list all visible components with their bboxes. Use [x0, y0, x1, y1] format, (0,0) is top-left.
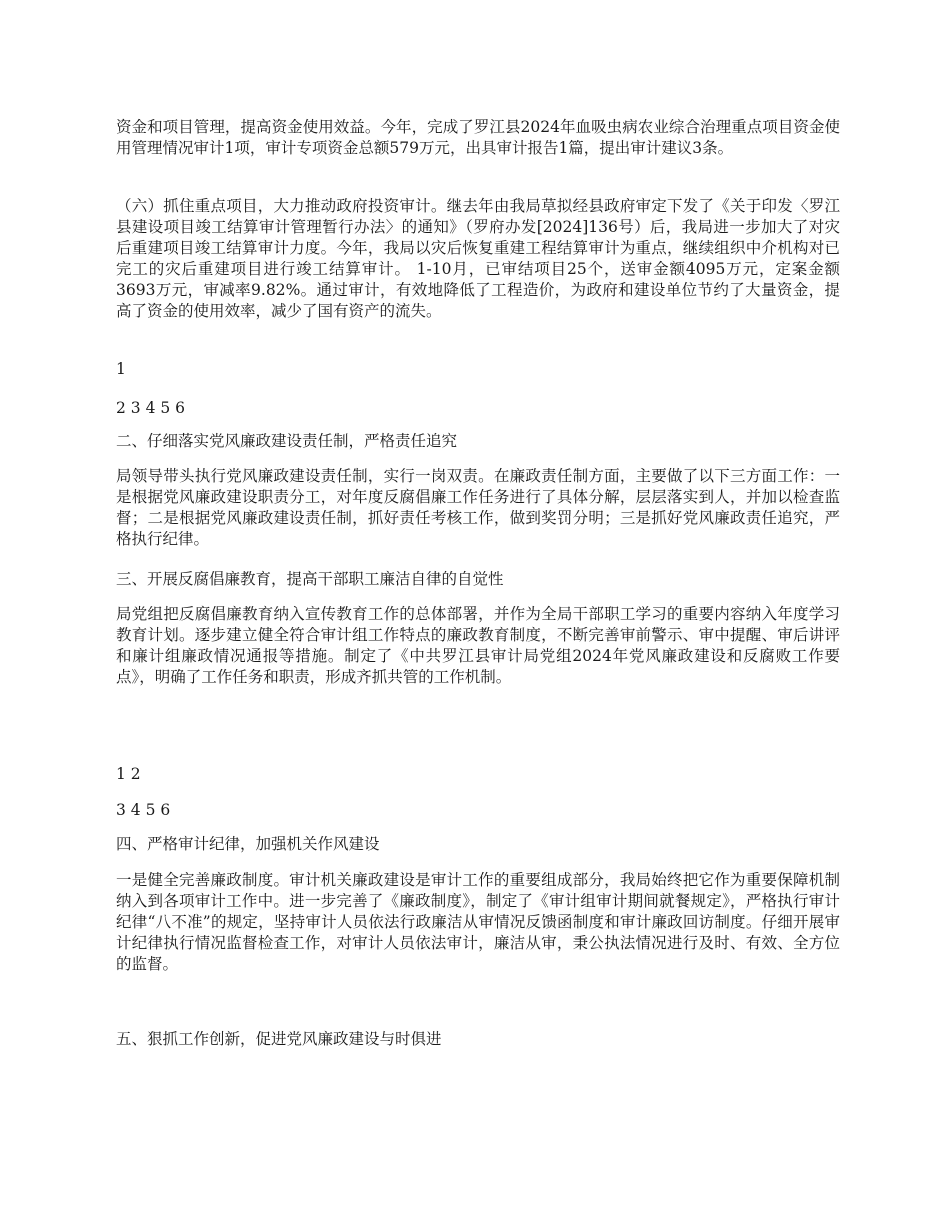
paragraph-section-six: （六）抓住重点项目，大力推动政府投资审计。继去年由我局草拟经县政府审定下发了《关于印发〈罗江县建设项目竣工结算审计管理暂行办法〉的通知》（罗府办发[2024]136号）后，我局进一步加大了对灾后重建项目竣工结算审计力度。今年，我局以灾后恢复重建工程结算审计为重点，继续组织中介机构对已完工的灾后重建项目进行竣工结算审计。 1-10月，已审结项目25个，送审金额4095万元，定案金额3693万元，审减率9.82%。通过审计，有效地降低了工程造价，为政府和建设单位节约了大量资金，提高了资金的使用效率，减少了国有资产的流失。: [116, 197, 840, 320]
section-heading-3: 三、开展反腐倡廉教育，提高干部职工廉洁自律的自觉性: [116, 570, 504, 588]
paragraph-section-2: 局领导带头执行党风廉政建设责任制，实行一岗双责。在廉政责任制方面，主要做了以下三方面工作：一是根据党风廉政建设职责分工，对年度反腐倡廉工作任务进行了具体分解，层层落实到人，并加以检查监督；二是根据党风廉政建设责任制，抓好责任考核工作，做到奖罚分明；三是抓好党风廉政责任追究，严格执行纪律。: [116, 467, 840, 548]
page-number-line: 2 3 4 5 6: [116, 399, 186, 417]
section-heading-2: 二、仔细落实党风廉政建设责任制，严格责任追究: [116, 432, 458, 450]
paragraph-funds: 资金和项目管理，提高资金使用效益。今年，完成了罗江县2024年血吸虫病农业综合治理重点项目资金使用管理情况审计1项，审计专项资金总额579万元，出具审计报告1篇，提出审计建议3条。: [116, 118, 840, 157]
page-number-line: 1: [116, 360, 126, 378]
page-number-line: 3 4 5 6: [116, 801, 171, 819]
section-heading-5: 五、狠抓工作创新，促进党风廉政建设与时俱进: [116, 1030, 442, 1048]
page-number-line: 1 2: [116, 765, 141, 783]
paragraph-section-4: 一是健全完善廉政制度。审计机关廉政建设是审计工作的重要组成部分，我局始终把它作为重要保障机制纳入到各项审计工作中。进一步完善了《廉政制度》，制定了《审计组审计期间就餐规定》，严格执行审计纪律“八不准”的规定，坚持审计人员依法行政廉洁从审情况反馈函制度和审计廉政回访制度。仔细开展审计纪律执行情况监督检查工作，对审计人员依法审计，廉洁从审，秉公执法情况进行及时、有效、全方位的监督。: [116, 871, 840, 973]
section-heading-4: 四、严格审计纪律，加强机关作风建设: [116, 835, 380, 853]
paragraph-section-3: 局党组把反腐倡廉教育纳入宣传教育工作的总体部署，并作为全局干部职工学习的重要内容纳入年度学习教育计划。逐步建立健全符合审计组工作特点的廉政教育制度，不断完善审前警示、审中提醒、审后讲评和廉计组廉政情况通报等措施。制定了《中共罗江县审计局党组2024年党风廉政建设和反腐败工作要点》，明确了工作任务和职责，形成齐抓共管的工作机制。: [116, 605, 840, 686]
